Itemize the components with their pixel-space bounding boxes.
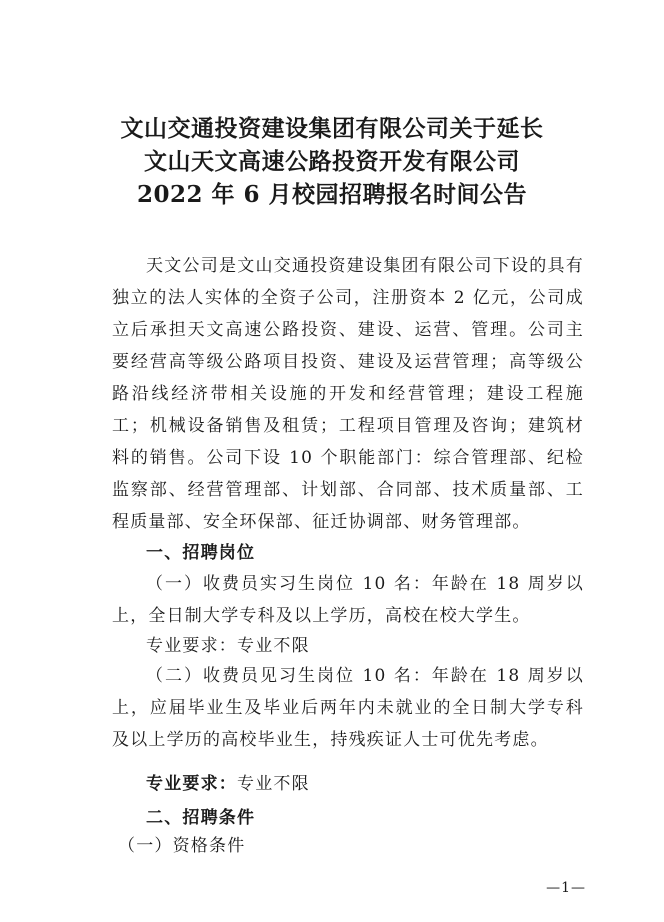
title-line-2: 文山天文高速公路投资开发有限公司 [144, 148, 520, 175]
section1-item2-requirement [112, 768, 584, 800]
title-line-3: 2022 年 6 月校园招聘报名时间公告 [136, 181, 528, 208]
section1-heading: 一、招聘岗位 [146, 543, 256, 563]
section1-item2: （二）收费员见习生岗位 10 名：年龄在 18 周岁以上，应届毕业生及毕业后两年内未就业的全日制大学专科及以上学历的高校毕业生，持残疾证人士可优先考虑。 [112, 666, 584, 750]
requirement-value: 专业不限 [237, 774, 310, 794]
document-title [0, 112, 664, 211]
page-number: —1— [546, 880, 586, 896]
requirement-label: 专业要求： [146, 774, 237, 794]
section1-item1: （一）收费员实习生岗位 10 名：年龄在 18 周岁以上，全日制大学专科及以上学历，高校在校大学生。 [112, 574, 584, 626]
section1-item1-requirement: 专业要求：专业不限 [146, 636, 310, 656]
section2-heading: 二、招聘条件 [146, 808, 256, 828]
section2-sub1: （一）资格条件 [118, 836, 246, 856]
title-line-1: 文山交通投资建设集团有限公司关于延长 [120, 115, 544, 142]
intro-paragraph: 天文公司是文山交通投资建设集团有限公司下设的具有独立的法人实体的全资子公司，注册资本 2 亿元，公司成立后承担天文高速公路投资、建设、运营、管理。公司主要经营高等级公路项目投资、建设及运营管理；高等级公路沿线经济带相关设施的开发和经营管理；建设工程施工；机械设备销售及租赁；工程项目管理及咨询；建筑材料的销售。公司下设 10 个职能部门：综合管理部、纪检监察部、经营管理部、计划部、合同部、技术质量部、工程质量部、安全环保部、征迁协调部、财务管理部。 [112, 256, 584, 532]
